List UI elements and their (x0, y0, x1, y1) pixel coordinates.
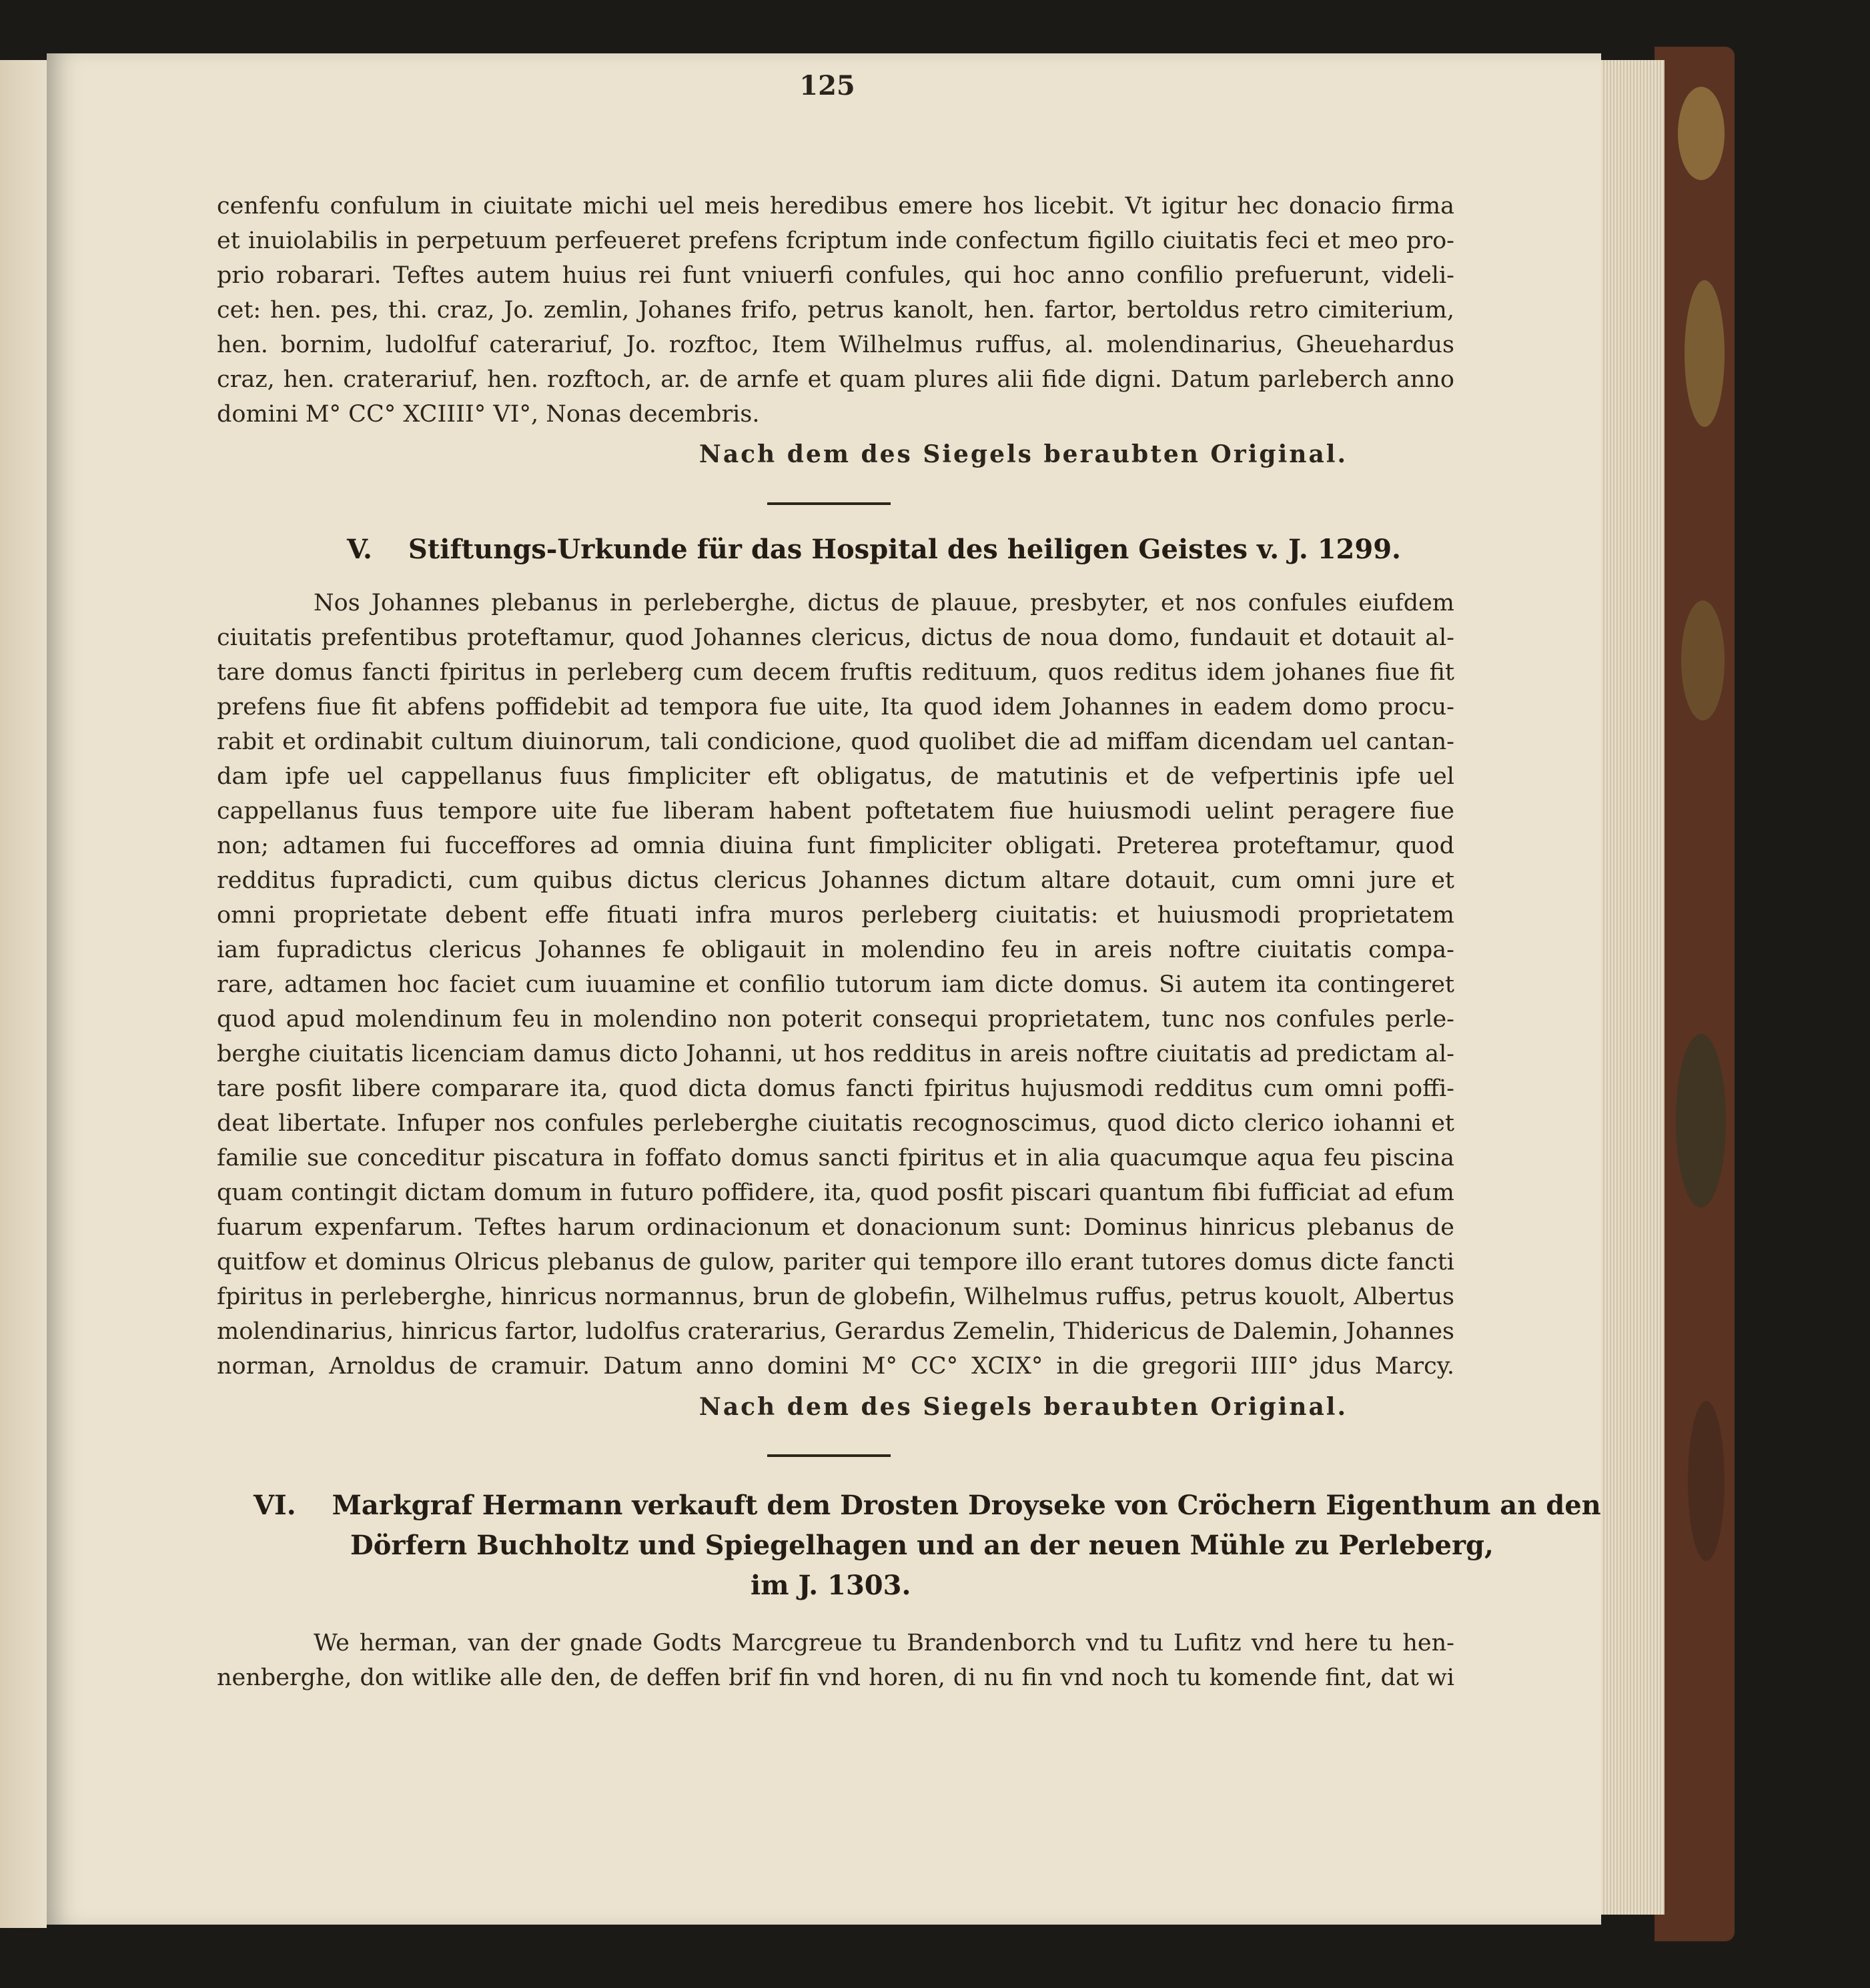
section-title-line: im J. 1303. (751, 1570, 911, 1601)
section-heading (254, 1490, 1601, 1521)
text-line: rare, adtamen hoc faciet cum iuuamine et confilio tutorum iam dicte domus. Si autem ita contingeret (217, 971, 1454, 998)
source-note: Nach dem des Siegels beraubten Original. (698, 1393, 1348, 1421)
text-line: craz, hen. craterariuf, hen. rozftoch, ar. de arnfe et quam plures alii fide digni. Datum parleberch anno (217, 366, 1454, 393)
section-title: Stiftungs-Urkunde für das Hospital des heiligen Geistes v. J. 1299. (408, 534, 1401, 565)
marble-pattern (1678, 87, 1725, 180)
text-line: molendinarius, hinricus fartor, ludolfus craterarius, Gerardus Zemelin, Thidericus de Dalemin, Johannes (217, 1318, 1454, 1345)
text-line: tare domus fancti fpiritus in perleberg cum decem fruftis redituum, quos reditus idem johanes fiue fit (217, 659, 1454, 686)
section-numeral: VI. (254, 1490, 296, 1521)
section-heading (347, 534, 1401, 565)
section-divider (767, 502, 891, 505)
text-line: iam fupradictus clericus Johannes fe obligauit in molendino feu in areis noftre ciuitatis compa- (217, 937, 1454, 963)
marble-pattern (1685, 280, 1725, 427)
text-line: fuarum expenfarum. Teftes harum ordinacionum et donacionum sunt: Dominus hinricus plebanus de (217, 1214, 1454, 1241)
text-line: prio robarari. Teftes autem huius rei funt vniuerfi confules, qui hoc anno confilio prefuerunt, videli- (217, 262, 1454, 289)
marble-pattern (1681, 600, 1725, 720)
text-line: prefens fiue fit abfens poffidebit ad tempora fue uite, Ita quod idem Johannes in eadem domo procu- (217, 694, 1454, 720)
text-line: cet: hen. pes, thi. craz, Jo. zemlin, Johanes frifo, petrus kanolt, hen. fartor, bertoldus retro cimiterium, (217, 297, 1454, 324)
text-line: Nos Johannes plebanus in perleberghe, dictus de plauue, presbyter, et nos confules eiufdem (314, 590, 1454, 616)
text-line: deat libertate. Infuper nos confules perleberghe ciuitatis recognoscimus, quod dicto clerico iohanni et (217, 1110, 1454, 1137)
page-stack-edge (1598, 60, 1665, 1915)
left-page-edge (0, 60, 47, 1928)
text-line: omni proprietate debent effe fituati infra muros perleberg ciuitatis: et huiusmodi proprietatem (217, 902, 1454, 929)
text-line: cappellanus fuus tempore uite fue liberam habent poftetatem fiue huiusmodi uelint peragere fiue (217, 798, 1454, 825)
section-divider (767, 1454, 891, 1457)
text-line: hen. bornim, ludolfuf caterariuf, Jo. rozftoc, Item Wilhelmus ruffus, al. molendinarius, Gheuehardus (217, 332, 1454, 358)
text-line: et inuiolabilis in perpetuum perfeueret prefens fcriptum inde confectum figillo ciuitatis feci et meo pro- (217, 227, 1454, 254)
text-line: dam ipfe uel cappellanus fuus fimpliciter eft obligatus, de matutinis et de vefpertinis ipfe uel (217, 763, 1454, 790)
page-number: 125 (799, 70, 855, 101)
marble-pattern (1688, 1401, 1725, 1561)
text-line: cenfenfu confulum in ciuitate michi uel meis heredibus emere hos licebit. Vt igitur hec donacio firma (217, 193, 1454, 219)
text-line: fpiritus in perleberghe, hinricus normannus, brun de globefin, Wilhelmus ruffus, petrus kouolt, Albertus (217, 1284, 1454, 1310)
text-line: nenberghe, don witlike alle den, de deffen brif fin vnd horen, di nu fin vnd noch tu komende fint, dat wi (217, 1664, 1454, 1691)
text-line: domini M° CC° XCIIII° VI°, Nonas decembris. (217, 401, 760, 428)
source-note: Nach dem des Siegels beraubten Original. (698, 440, 1348, 468)
text-line: We herman, van der gnade Godts Marcgreue tu Brandenborch vnd tu Lufitz vnd here tu hen- (314, 1630, 1454, 1656)
marble-pattern (1676, 1034, 1726, 1207)
text-line: tare posfit libere comparare ita, quod dicta domus fancti fpiritus hujusmodi redditus cum omni poffi- (217, 1075, 1454, 1102)
text-line: berghe ciuitatis licenciam damus dicto Johanni, ut hos redditus in areis noftre ciuitatis ad predictam al- (217, 1041, 1454, 1067)
text-line: quitfow et dominus Olricus plebanus de gulow, pariter qui tempore illo erant tutores domus dicte fancti (217, 1249, 1454, 1276)
text-line: quod apud molendinum feu in molendino non poterit consequi proprietatem, tunc nos confules perle- (217, 1006, 1454, 1033)
text-line: rabit et ordinabit cultum diuinorum, tali condicione, quod quolibet die ad miffam dicendam uel cantan- (217, 728, 1454, 755)
text-line: ciuitatis prefentibus proteftamur, quod Johannes clericus, dictus de noua domo, fundauit et dotauit al- (217, 624, 1454, 651)
text-line: familie sue conceditur piscatura in foffato domus sancti fpiritus et in alia quacumque aqua feu piscina (217, 1145, 1454, 1171)
text-line: quam contingit dictam domum in futuro poffidere, ita, quod posfit piscari quantum fibi fufficiat ad efum (217, 1179, 1454, 1206)
section-title-line: Markgraf Hermann verkauft dem Drosten Droyseke von Cröchern Eigenthum an den (332, 1490, 1601, 1521)
section-title-line: Dörfern Buchholtz und Spiegelhagen und an der neuen Mühle zu Perleberg, (350, 1530, 1494, 1561)
text-line: norman, Arnoldus de cramuir. Datum anno domini M° CC° XCIX° in die gregorii IIII° jdus Marcy. (217, 1353, 1454, 1380)
section-numeral: V. (347, 534, 372, 565)
text-line: redditus fupradicti, cum quibus dictus clericus Johannes dictum altare dotauit, cum omni jure et (217, 867, 1454, 894)
text-line: non; adtamen fui fucceffores ad omnia diuina funt fimpliciter obligati. Preterea proteftamur, quod (217, 833, 1454, 859)
